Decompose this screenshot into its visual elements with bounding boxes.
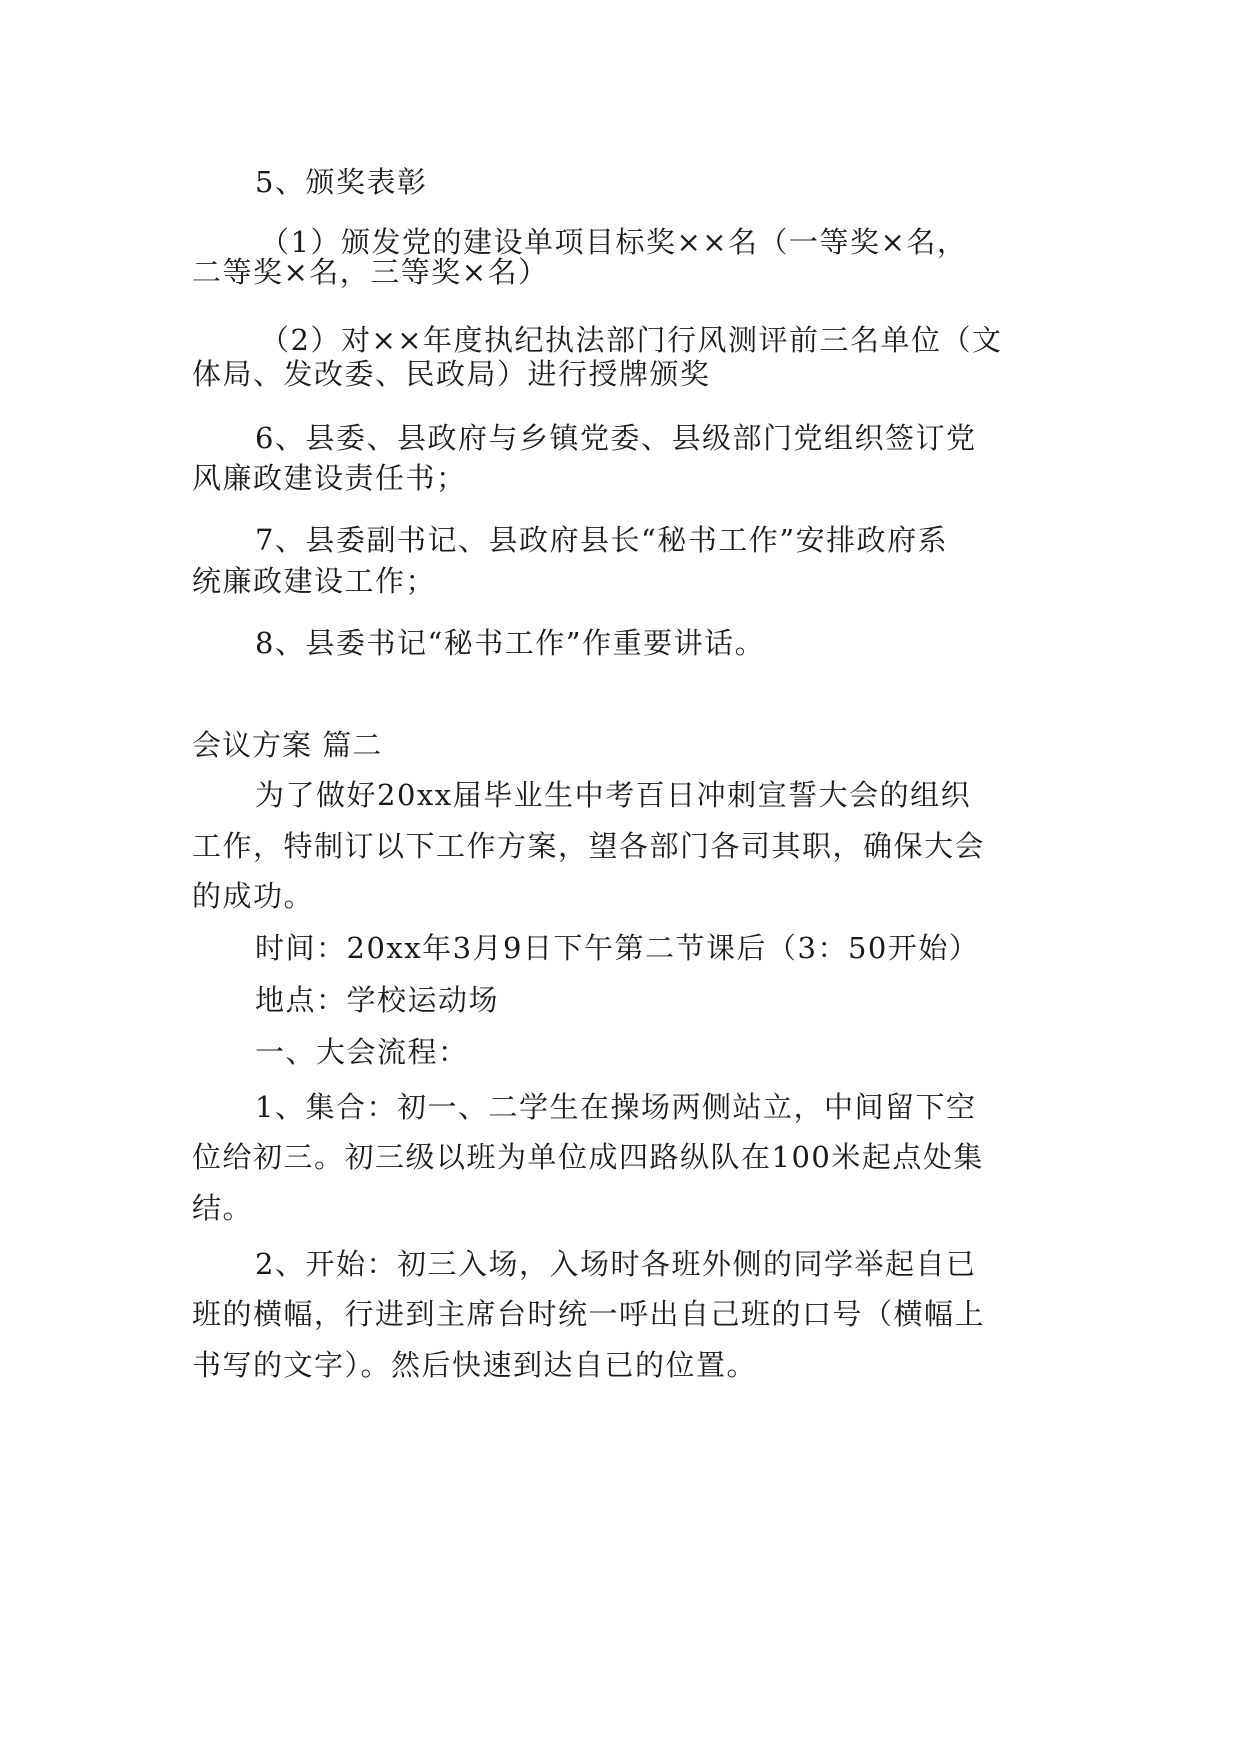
paragraph-line: 地点：学校运动场 xyxy=(255,983,500,1017)
paragraph-line: 工作，特制订以下工作方案，望各部门各司其职，确保大会 xyxy=(192,829,986,863)
paragraph-line: 体局、发改委、民政局）进行授牌颁奖 xyxy=(192,357,711,391)
paragraph-line: 位给初三。初三级以班为单位成四路纵队在100米起点处集 xyxy=(192,1140,984,1174)
paragraph-line: 书写的文字）。然后快速到达自已的位置。 xyxy=(192,1348,758,1382)
paragraph-line: 二等奖×名，三等奖×名） xyxy=(192,255,549,289)
paragraph-line: 结。 xyxy=(192,1191,254,1225)
paragraph-line: 7、县委副书记、县政府县长“秘书工作”安排政府系 xyxy=(255,523,949,557)
paragraph-line: 风廉政建设责任书； xyxy=(192,461,467,495)
paragraph-line: 6、县委、县政府与乡镇党委、县级部门党组织签订党 xyxy=(255,421,977,455)
paragraph-line: 2、开始：初三入场，入场时各班外侧的同学举起自已 xyxy=(255,1247,977,1281)
paragraph-line: 统廉政建设工作； xyxy=(192,564,437,598)
section-title: 会议方案 篇二 xyxy=(192,728,383,762)
paragraph-line: 8、县委书记“秘书工作”作重要讲话。 xyxy=(255,626,766,660)
paragraph-line: 为了做好20xx届毕业生中考百日冲刺宣誓大会的组织 xyxy=(255,778,972,812)
paragraph-line: （1）颁发党的建设单项目标奖××名（一等奖×名， xyxy=(260,225,968,259)
paragraph-line: （2）对××年度执纪执法部门行风测评前三名单位（文 xyxy=(260,323,1003,357)
paragraph-line: 一、大会流程： xyxy=(255,1035,469,1069)
paragraph-line: 时间：20xx年3月9日下午第二节课后（3：50开始） xyxy=(255,931,980,965)
paragraph-line: 1、集合：初一、二学生在操场两侧站立，中间留下空 xyxy=(255,1090,977,1124)
section-heading-awards: 5、颁奖表彰 xyxy=(255,165,428,199)
paragraph-line: 的成功。 xyxy=(192,879,315,913)
paragraph-line: 班的横幅，行进到主席台时统一呼出自己班的口号（横幅上 xyxy=(192,1297,986,1331)
